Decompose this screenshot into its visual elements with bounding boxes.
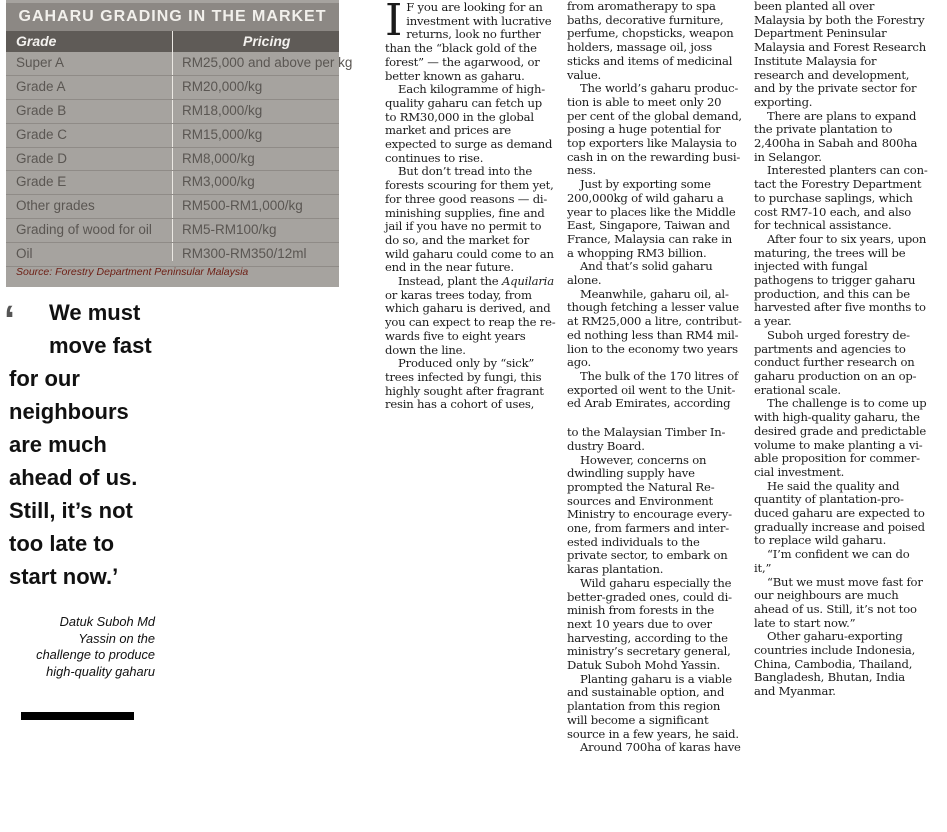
row-price: RM5-RM100/kg (182, 222, 277, 238)
row-price: RM500-RM1,000/kg (182, 198, 303, 214)
quote-line: start now.’ (9, 564, 119, 589)
paragraph: The challenge is to come up with high-quality gaharu, the desired grade and predictable volume to make planting a viable proposition for commercial investment. (754, 396, 927, 479)
paragraph: Interested planters can contact the Forestry Department to purchase saplings, which cost RM7-10 each, and also for technical assistance. (754, 163, 928, 233)
row-grade: Oil (16, 246, 33, 262)
paragraph: Around 700ha of karas have (580, 740, 741, 755)
credit-line: Datuk Suboh Md (59, 614, 155, 629)
paragraph: The world’s gaharu production is able to meet only 20 per cent of the global demand, posing a huge potential for top exporters like Malaysia to cash in on the rewarding business. (567, 81, 742, 178)
paragraph: Each kilogramme of high-quality gaharu can fetch up to RM30,000 in the global market and prices are expected to surge as demand continues to rise. (385, 82, 553, 165)
table-source: Source: Forestry Department Peninsular Malaysia (16, 266, 249, 278)
row-grade: Grade C (16, 126, 68, 142)
column-gap (567, 411, 742, 426)
credit-line: challenge to produce (36, 647, 155, 662)
row-price: RM25,000 and above per kg (182, 55, 353, 70)
paragraph: And that’s solid gaharu alone. (567, 259, 713, 288)
quote-line: too late to (9, 531, 115, 556)
article-column-2 (567, 0, 742, 755)
paragraph (385, 275, 556, 357)
paragraph: Planting gaharu is a viable and sustainable option, and plantation from this region will become a significant source in a few years, he said. (567, 671, 739, 741)
quote-mark-icon: ‘ (4, 298, 16, 342)
row-grade: Other grades (16, 198, 95, 214)
row-price: RM8,000/kg (182, 150, 255, 166)
paragraph-text: Instead, plant the (398, 274, 502, 289)
row-grade: Grade B (16, 102, 67, 118)
article-column-1 (385, 1, 556, 412)
paragraph: “But we must move fast for our neighbours are much ahead of us. Still, it’s not too late to start now.” (754, 574, 923, 630)
row-grade: Grading of wood for oil (16, 222, 152, 238)
drop-cap: I (385, 0, 403, 46)
row-price: RM15,000/kg (182, 126, 263, 142)
table-row (6, 100, 339, 124)
paragraph-text: or karas trees today, from which gaharu is derived, and you can expect to reap the rewards five to eight years down the line. (385, 287, 556, 357)
table-row (6, 243, 339, 267)
row-grade: Grade D (16, 150, 68, 166)
divider-bar (21, 712, 134, 720)
paragraph: There are plans to expand the private plantation to 2,400ha in Sabah and 800ha in Selangor. (754, 108, 918, 164)
header-pricing: Pricing (243, 33, 291, 49)
table-row (6, 219, 339, 243)
row-price: RM3,000/kg (182, 174, 255, 190)
paragraph: The bulk of the 170 litres of exported oil went to the United Arab Emirates, according (567, 368, 739, 411)
paragraph: to the Malaysian Timber Industry Board. (567, 425, 726, 453)
table-row (6, 148, 339, 172)
paragraph: After four to six years, upon maturing, the trees will be injected with fungal pathogens to trigger gaharu production, and this can be harvested after five months to a year. (754, 231, 927, 329)
paragraph: But don’t tread into the forests scouring for them yet, for three good reasons — diminishing supplies, fine and jail if you have no permit to do so, and the market for wild gaharu could come to an end in the near future. (385, 164, 554, 275)
table-row (6, 124, 339, 148)
paragraph: “I’m confident we can do it,” (754, 547, 910, 575)
header-grade: Grade (16, 33, 57, 49)
paragraph: Meanwhile, gaharu oil, although fetching a lesser value at RM25,000 a litre, contributed nothing less than RM4 million to the economy two years ago. (567, 286, 742, 370)
table-body (6, 52, 353, 267)
quote-line: for our (9, 366, 80, 391)
table-row (6, 76, 339, 100)
table-row (6, 195, 339, 219)
quote-line: Still, it’s not (9, 498, 133, 523)
paragraph: been planted all over Malaysia by both the Forestry Department Peninsular Malaysia and Forest Research Institute Malaysia for research and development, and by the private sector for exporting. (754, 0, 926, 109)
quote-line: neighbours (9, 399, 129, 424)
row-grade: Grade E (16, 174, 67, 190)
row-grade: Grade A (16, 78, 66, 94)
lead-text: F you are looking for an investment with lucrative returns, look no further than the “black gold of the forest” — the agarwood, or better known as gaharu. (385, 0, 552, 83)
table-row (6, 52, 353, 76)
quote-credit (10, 614, 155, 680)
paragraph-italic: Aquilaria (501, 274, 554, 289)
quote-line: are much (9, 432, 107, 457)
paragraph: However, concerns on dwindling supply have prompted the Natural Resources and Environment Ministry to encourage everyone, from farmers and interested individuals to the private sector, to embark on karas plantation. (567, 452, 733, 577)
quote-line: move fast (49, 333, 152, 358)
row-price: RM18,000/kg (182, 102, 263, 118)
row-grade: Super A (16, 55, 65, 70)
paragraph: He said the quality and quantity of plantation-produced gaharu are expected to gradually increase and poised to replace wild gaharu. (754, 478, 925, 548)
table-row (6, 171, 339, 195)
table-title: GAHARU GRADING IN THE MARKET (6, 3, 339, 31)
paragraph: from aromatherapy to spa baths, decorative furniture, perfume, chopsticks, weapon holders, massage oil, joss sticks and items of medicinal value. (567, 0, 734, 82)
paragraph: Wild gaharu especially the better-graded ones, could diminish from forests in the next 10 years due to over harvesting, according to the ministry’s secretary general, Datuk Suboh Mohd Yassin. (567, 575, 733, 673)
credit-line: high-quality gaharu (46, 663, 155, 679)
row-price: RM300-RM350/12ml (182, 246, 307, 262)
lead-paragraph (385, 1, 556, 83)
credit-line: Yassin on the (78, 630, 155, 646)
paragraph: Suboh urged forestry departments and agencies to conduct further research on gaharu production on an operational scale. (754, 327, 917, 397)
paragraph: Produced only by “sick” trees infected by fungi, this highly sought after fragrant resin has a cohort of uses, (385, 356, 544, 412)
quote-line: We must (49, 300, 141, 325)
paragraph: Other gaharu-exporting countries include Indonesia, China, Cambodia, Thailand, Bangladesh, Bhutan, India and Myanmar. (754, 629, 916, 699)
quote-line: ahead of us. (9, 465, 138, 490)
gaharu-grading-table (6, 0, 353, 287)
article-column-3 (754, 0, 928, 699)
row-price: RM20,000/kg (182, 78, 263, 94)
paragraph: Just by exporting some 200,000kg of wild gaharu a year to places like the Middle East, Singapore, Taiwan and France, Malaysia can rake in a whopping RM3 billion. (567, 177, 736, 260)
